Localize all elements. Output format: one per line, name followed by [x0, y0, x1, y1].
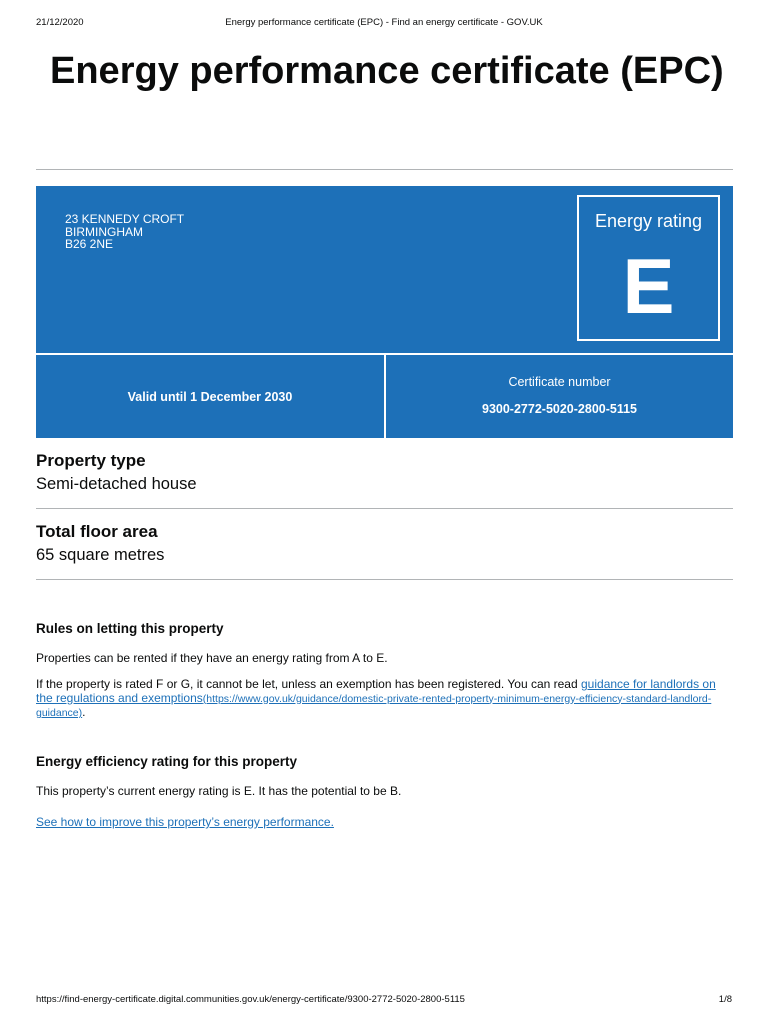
- property-address: [65, 213, 184, 251]
- improve-paragraph: [36, 816, 736, 830]
- property-type-heading: Property type: [36, 451, 146, 470]
- letting-rules-paragraph: Properties can be rented if they have an energy rating from A to E.: [36, 651, 388, 665]
- floor-area-heading: Total floor area: [36, 522, 158, 541]
- print-date: 21/12/2020: [36, 17, 84, 28]
- valid-until: [36, 355, 384, 438]
- floor-area-value: 65 square metres: [36, 546, 165, 564]
- letting-exemption-end: .: [82, 705, 86, 719]
- landlord-guidance-link[interactable]: guidance for landlords on the regulations and exemptions: [36, 677, 716, 705]
- energy-rating-box: [577, 195, 720, 341]
- print-url: https://find-energy-certificate.digital.communities.gov.uk/energy-certificate/9300-2772-5020-2800-5115: [36, 994, 465, 1005]
- certificate-number: 9300-2772-5020-2800-5115: [482, 402, 637, 416]
- print-page-number: 1/8: [718, 994, 732, 1005]
- energy-rating-label: Energy rating: [594, 211, 703, 231]
- landlord-guidance-url[interactable]: (https://www.gov.uk/guidance/domestic-private-rented-property-minimum-energy-efficiency-standard-landlord-guidance): [36, 692, 712, 719]
- letting-exemption-text: If the property is rated F or G, it cannot be let, unless an exemption has been registered. You can read: [36, 677, 581, 691]
- property-type-divider: [36, 508, 733, 509]
- print-document-title: Energy performance certificate (EPC) - Find an energy certificate - GOV.UK: [225, 17, 543, 28]
- address-line-1: 23 KENNEDY CROFT: [65, 212, 185, 226]
- certificate-number-label: Certificate number: [508, 375, 611, 389]
- title-divider: [36, 169, 733, 170]
- improve-performance-link[interactable]: See how to improve this property’s energy performance.: [36, 815, 334, 829]
- page-title: Energy performance certificate (EPC): [50, 50, 724, 92]
- energy-rating-letter: E: [622, 242, 675, 330]
- property-type-value: Semi-detached house: [36, 475, 197, 493]
- efficiency-rating-paragraph: This property’s current energy rating is E. It has the potential to be B.: [36, 784, 402, 798]
- letting-exemption-paragraph: [36, 678, 733, 721]
- floor-area-divider: [36, 579, 733, 580]
- certificate-number-cell: [386, 355, 733, 438]
- efficiency-rating-heading: Energy efficiency rating for this property: [36, 754, 298, 769]
- print-header: [36, 17, 732, 31]
- address-line-2: BIRMINGHAM: [65, 224, 143, 239]
- print-footer: [36, 994, 732, 1008]
- certificate-summary-panel: [36, 186, 733, 438]
- letting-rules-heading: Rules on letting this property: [36, 621, 224, 636]
- address-postcode: B26 2NE: [65, 237, 114, 251]
- valid-until-text: Valid until 1 December 2030: [127, 389, 293, 404]
